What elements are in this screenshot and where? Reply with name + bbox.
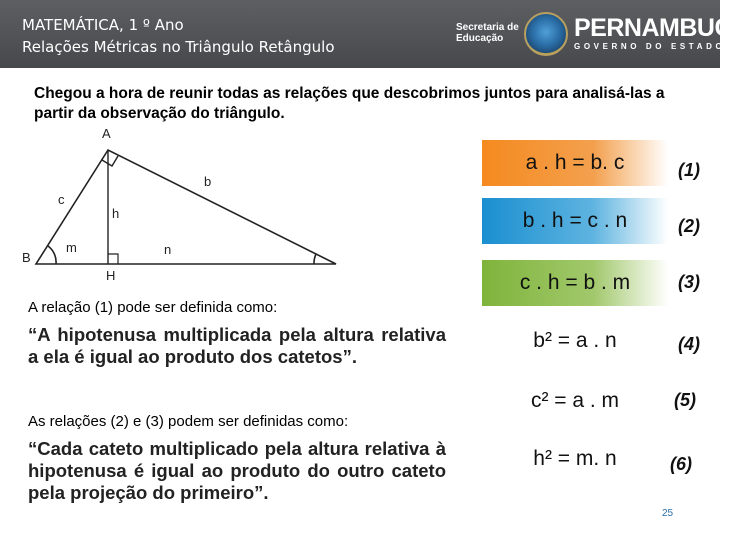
relation-number-5: (5) — [674, 390, 696, 410]
relation-number-3: (3) — [678, 272, 700, 292]
right-angle-marker-a — [102, 156, 118, 166]
state-seal-icon — [524, 12, 568, 56]
brand-name: PERNAMBUCO — [574, 14, 751, 42]
relation-number-4: (4) — [678, 334, 700, 354]
relation-formula-6: h² = m. n — [533, 447, 617, 470]
projection-label-n: n — [164, 242, 172, 257]
angle-arc-c — [314, 254, 316, 264]
brand-subtitle: GOVERNO DO ESTADO — [574, 42, 726, 51]
relation-2-3-explanation — [28, 412, 446, 504]
secretaria-logo — [456, 22, 519, 44]
relation-formula-5: c² = a . m — [530, 389, 620, 412]
side-label-b: b — [204, 174, 212, 189]
secretaria-line1: Secretaria de — [456, 22, 519, 33]
right-triangle-diagram — [18, 126, 348, 286]
intro-text: Chegou a hora de reunir todas as relações que descobrimos juntos para analisá-las a partir da observação do triângulo. — [34, 85, 665, 122]
relation-box-6 — [482, 436, 668, 482]
relation-formula-3: c . h = b . m — [519, 271, 631, 294]
relation-formula-4: b² = a . n — [533, 329, 617, 352]
relation-number-2: (2) — [678, 216, 700, 236]
relation-2-3-heading: As relações (2) e (3) podem ser definidas como: — [28, 413, 349, 430]
secretaria-line2: Educação — [456, 33, 504, 44]
relation-1-explanation — [28, 298, 446, 368]
header-bar — [0, 0, 751, 68]
relation-2-3-quote: “Cada cateto multiplicado pela altura relativa à hipotenusa é igual ao produto do outro cateto pela projeção do primeiro”. — [28, 438, 446, 503]
relation-formula-2: b . h = c . n — [522, 209, 628, 232]
triangle-outline — [36, 150, 336, 264]
relation-box-4 — [482, 318, 668, 364]
relation-box-3 — [482, 260, 668, 306]
title-line-subject: MATEMÁTICA, 1 º Ano — [22, 16, 184, 34]
right-angle-marker-h — [108, 254, 118, 264]
relation-1-heading: A relação (1) pode ser definida como: — [28, 299, 278, 316]
vertex-label-a: A — [102, 126, 111, 141]
relation-number-6: (6) — [670, 454, 692, 474]
page-number: 25 — [662, 508, 674, 519]
foot-label-h: H — [106, 268, 116, 283]
slide-title — [22, 14, 335, 58]
relation-box-1 — [482, 140, 668, 186]
angle-arc-b — [48, 246, 56, 264]
relation-box-5 — [482, 378, 668, 424]
triangle-svg — [18, 126, 348, 286]
relation-box-2 — [482, 198, 668, 244]
relation-formula-1: a . h = b. c — [525, 151, 625, 174]
vertex-label-b: B — [22, 250, 31, 265]
projection-label-m: m — [66, 240, 77, 255]
pernambuco-logo — [574, 15, 751, 53]
title-line-topic: Relações Métricas no Triângulo Retângulo — [22, 38, 335, 56]
relation-1-quote: “A hipotenusa multiplicada pela altura relativa a ela é igual ao produto dos catetos”. — [28, 324, 446, 367]
relation-number-1: (1) — [678, 160, 700, 180]
side-label-c: c — [58, 192, 65, 207]
altitude-label-h: h — [112, 206, 120, 221]
